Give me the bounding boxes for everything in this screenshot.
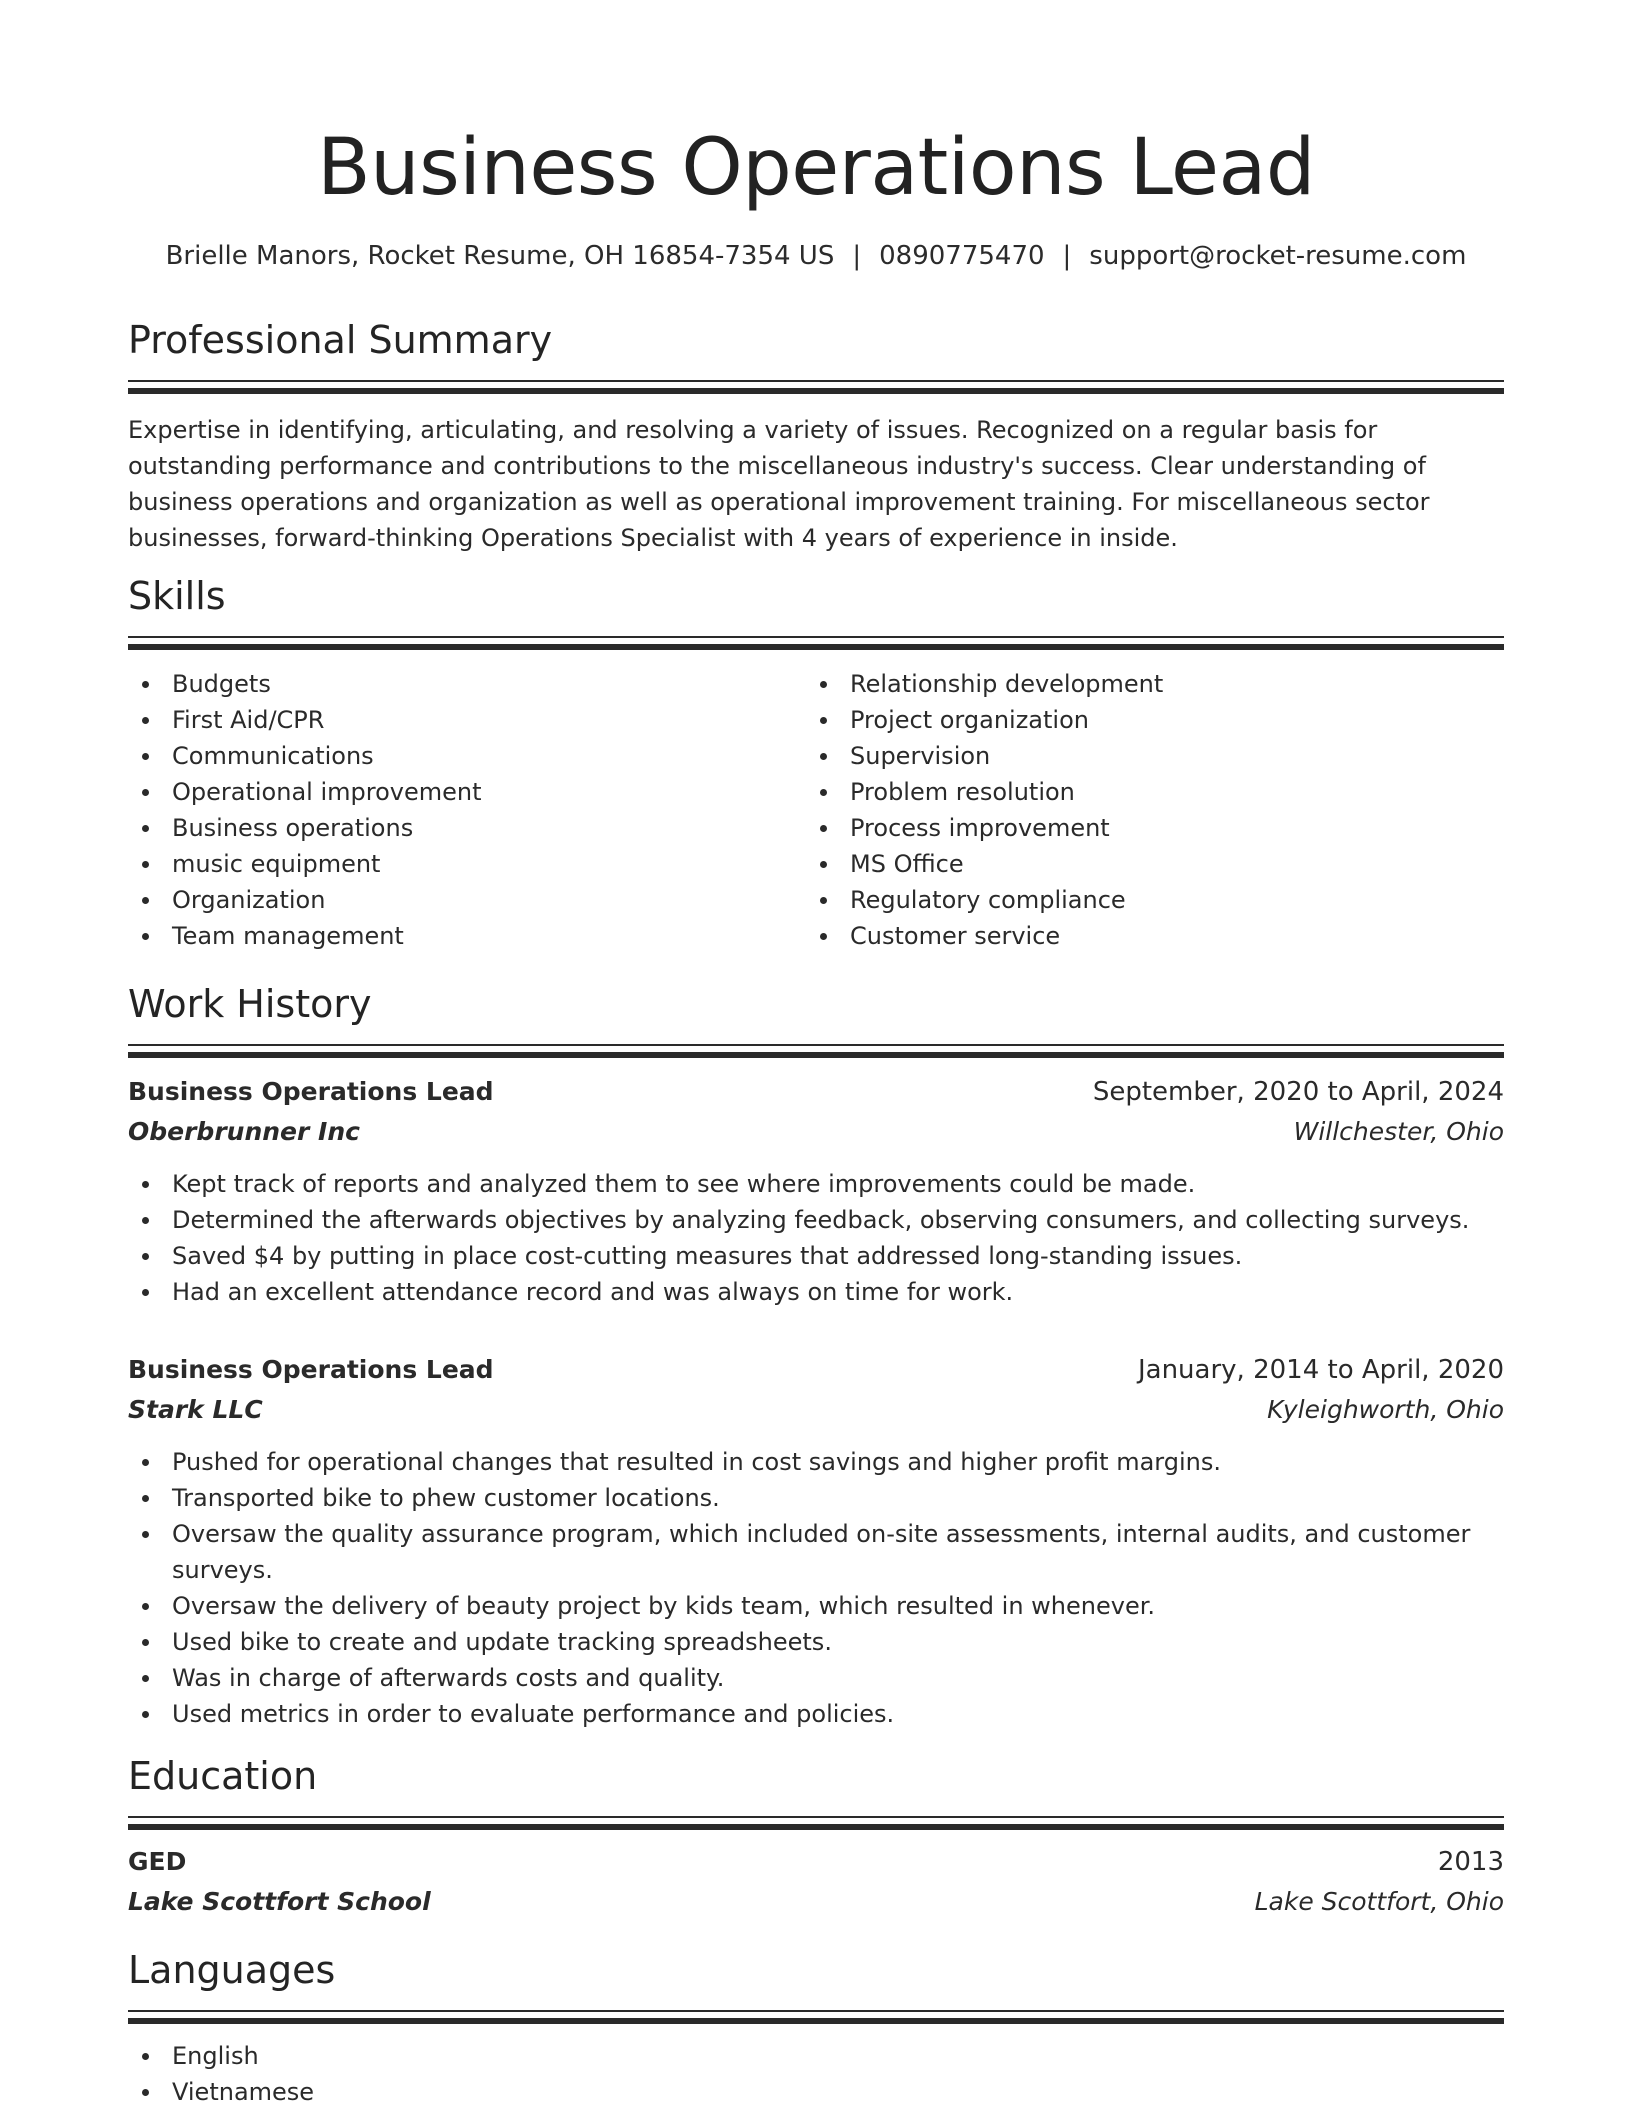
language-item: English — [128, 2038, 1504, 2074]
job-dates: January, 2014 to April, 2020 — [1137, 1355, 1504, 1385]
contact-email: support@rocket-resume.com — [1089, 241, 1467, 271]
contact-separator: | — [1062, 241, 1072, 271]
skills-list-left — [128, 666, 806, 954]
job-bullet: Determined the afterwards objectives by analyzing feedback, observing consumers, and collecting surveys. — [128, 1202, 1504, 1238]
skill-item: Communications — [128, 738, 806, 774]
education-location: Lake Scottfort, Ohio — [1254, 1887, 1504, 1916]
job-bullet: Transported bike to phew customer locations. — [128, 1480, 1504, 1516]
section-divider — [128, 380, 1504, 394]
section-divider — [128, 1816, 1504, 1830]
summary-heading: Professional Summary — [128, 318, 553, 362]
skills-list-right — [806, 666, 1484, 954]
job-bullet: Saved $4 by putting in place cost-cutting measures that addressed long-standing issues. — [128, 1238, 1504, 1274]
job-title: Business Operations Lead — [128, 1077, 494, 1106]
resume-title: Business Operations Lead — [317, 123, 1315, 213]
skills-heading: Skills — [128, 574, 226, 618]
skill-item: music equipment — [128, 846, 806, 882]
skill-item: Problem resolution — [806, 774, 1484, 810]
education-year: 2013 — [1437, 1847, 1504, 1877]
job-bullets — [128, 1444, 1504, 1732]
languages-list — [128, 2038, 1504, 2110]
job-company: Oberbrunner Inc — [128, 1117, 360, 1146]
job-dates: September, 2020 to April, 2024 — [1092, 1077, 1504, 1107]
job-location: Kyleighworth, Ohio — [1267, 1395, 1504, 1424]
section-divider — [128, 1044, 1504, 1058]
summary-text: Expertise in identifying, articulating, and resolving a variety of issues. Recognized on a regular basis for outstanding performance and contributions to the miscellaneous industry's success. Clear understanding of business operations and organization as well as operational improvement training. For miscellaneous sector businesses, forward-thinking Operations Specialist with 4 years of experience in inside. — [128, 416, 1430, 552]
skill-item: Relationship development — [806, 666, 1484, 702]
skill-item: Business operations — [128, 810, 806, 846]
education-heading: Education — [128, 1754, 318, 1798]
job-bullet: Pushed for operational changes that resulted in cost savings and higher profit margins. — [128, 1444, 1504, 1480]
education-degree: GED — [128, 1847, 187, 1876]
job-bullets — [128, 1166, 1504, 1310]
skill-item: Supervision — [806, 738, 1484, 774]
skills-section — [128, 568, 1504, 954]
work-history-section — [128, 976, 1504, 1732]
skill-item: Regulatory compliance — [806, 882, 1484, 918]
skill-item: Operational improvement — [128, 774, 806, 810]
work-heading: Work History — [128, 982, 372, 1026]
section-divider — [128, 636, 1504, 650]
job-bullet: Was in charge of afterwards costs and quality. — [128, 1660, 1504, 1696]
job-location: Willchester, Ohio — [1293, 1117, 1504, 1146]
skill-item: Project organization — [806, 702, 1484, 738]
education-entry — [128, 1842, 1504, 1922]
language-item: Vietnamese — [128, 2074, 1504, 2110]
job-company: Stark LLC — [128, 1395, 263, 1424]
skill-item: Budgets — [128, 666, 806, 702]
skill-item: Customer service — [806, 918, 1484, 954]
languages-section — [128, 1942, 1504, 2110]
skill-item: Team management — [128, 918, 806, 954]
skill-item: Organization — [128, 882, 806, 918]
languages-heading: Languages — [128, 1948, 336, 1992]
job-entry — [128, 1072, 1504, 1310]
summary-section — [128, 312, 1504, 556]
education-school: Lake Scottfort School — [128, 1887, 431, 1916]
contact-address: Brielle Manors, Rocket Resume, OH 16854-7354 US — [165, 241, 835, 271]
skill-item: First Aid/CPR — [128, 702, 806, 738]
job-bullet: Used metrics in order to evaluate performance and policies. — [128, 1696, 1504, 1732]
skill-item: MS Office — [806, 846, 1484, 882]
job-bullet: Had an excellent attendance record and was always on time for work. — [128, 1274, 1504, 1310]
job-entry — [128, 1350, 1504, 1732]
job-bullet: Used bike to create and update tracking spreadsheets. — [128, 1624, 1504, 1660]
job-bullet: Kept track of reports and analyzed them to see where improvements could be made. — [128, 1166, 1504, 1202]
job-bullet: Oversaw the quality assurance program, which included on-site assessments, internal audits, and customer surveys. — [128, 1516, 1504, 1588]
skill-item: Process improvement — [806, 810, 1484, 846]
job-title: Business Operations Lead — [128, 1355, 494, 1384]
education-section — [128, 1748, 1504, 1922]
job-bullet: Oversaw the delivery of beauty project by kids team, which resulted in whenever. — [128, 1588, 1504, 1624]
section-divider — [128, 2010, 1504, 2024]
contact-phone: 0890775470 — [879, 241, 1045, 271]
contact-separator: | — [852, 241, 862, 271]
skills-columns — [128, 666, 1504, 954]
contact-line — [0, 236, 1632, 276]
